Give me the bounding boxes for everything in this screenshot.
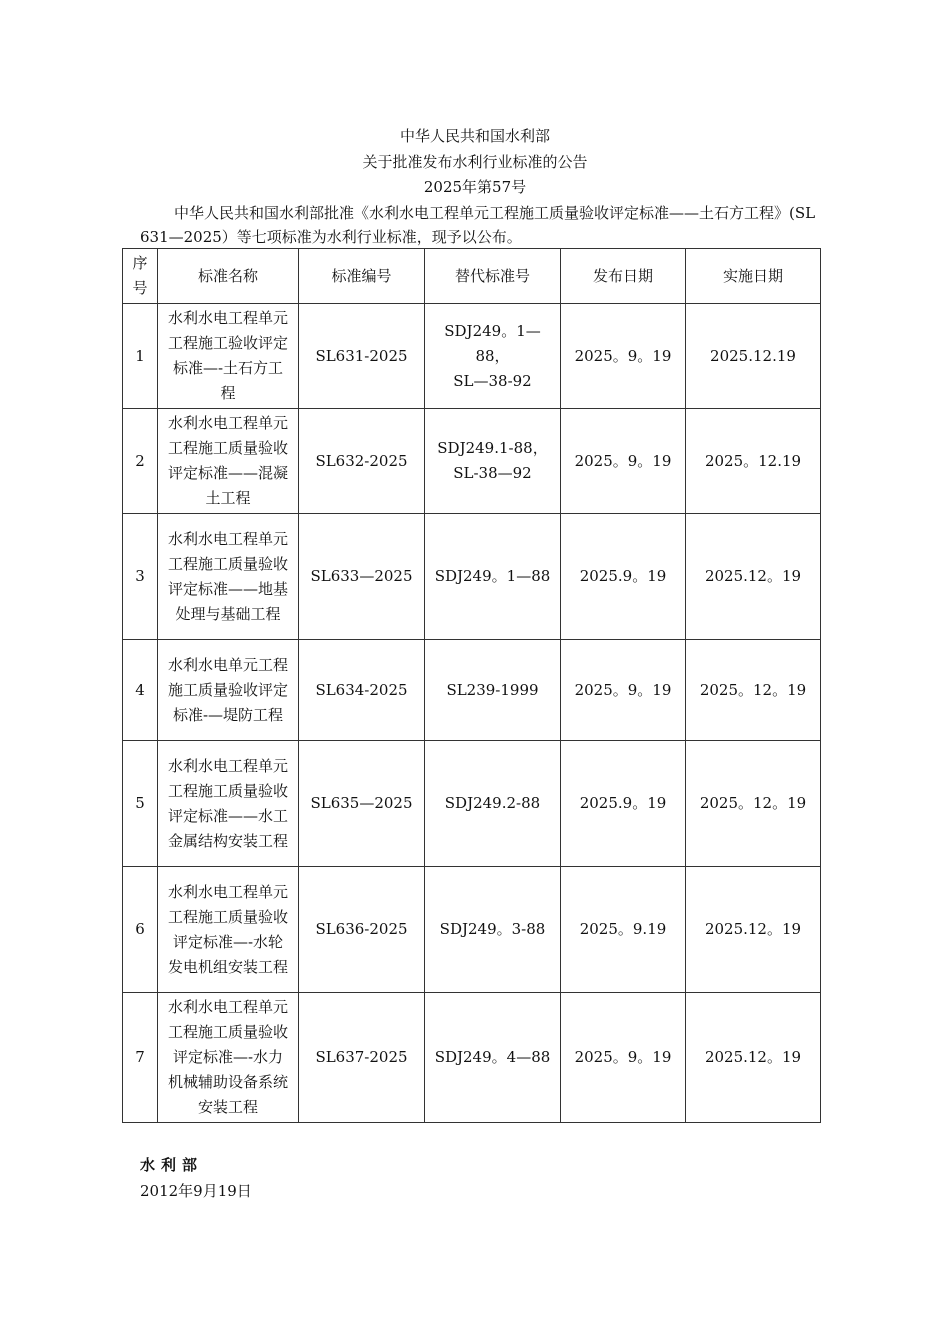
row-no: 2: [123, 409, 158, 514]
row-replace: [425, 867, 561, 993]
row-replace-line: SL—38-92: [453, 371, 532, 390]
row-name: 水利水电工程单元工程施工质量验收评定标准——地基处理与基础工程: [158, 514, 299, 640]
signature-org: 水利部: [140, 1156, 204, 1174]
header-replace: 替代标准号: [425, 249, 561, 304]
table-row: [123, 304, 821, 409]
notice-title: 关于批准发布水利行业标准的公告: [362, 153, 588, 171]
row-effective-date: 2025.12。19: [686, 867, 821, 993]
row-replace-line: SDJ249。1—88: [434, 567, 551, 585]
row-code: SL636-2025: [299, 867, 425, 993]
row-issue-date: 2025。9。19: [561, 640, 686, 741]
row-issue-date: 2025。9。19: [561, 304, 686, 409]
row-no: 4: [123, 640, 158, 741]
row-code: SL635—2025: [299, 741, 425, 867]
row-replace-line: SDJ249。1—: [444, 321, 541, 340]
row-replace: [425, 993, 561, 1123]
row-effective-date: 2025.12.19: [686, 304, 821, 409]
table-header-row: [123, 249, 821, 304]
row-effective-date: 2025。12。19: [686, 640, 821, 741]
row-replace: [425, 304, 561, 409]
table-row: [123, 514, 821, 640]
row-replace-line: SL-38—92: [453, 464, 532, 482]
row-code: SL632-2025: [299, 409, 425, 514]
row-replace: [425, 741, 561, 867]
table-row: [123, 741, 821, 867]
table-row: [123, 640, 821, 741]
row-name: 水利水电工程单元工程施工质量验收评定标准—-水轮发电机组安装工程: [158, 867, 299, 993]
row-no: 7: [123, 993, 158, 1123]
row-replace: [425, 640, 561, 741]
row-replace-line: SDJ249。3-88: [439, 920, 546, 938]
row-replace-line: SL239-1999: [446, 680, 539, 699]
row-replace-line: SDJ249。4—88: [434, 1048, 551, 1066]
row-name: 水利水电单元工程施工质量验收评定标准-—堤防工程: [158, 640, 299, 741]
notice-number: 2025年第57号: [423, 178, 527, 196]
table-row: [123, 993, 821, 1123]
standards-table: [122, 248, 821, 1123]
row-replace-line: SDJ249.1-88，: [437, 439, 548, 457]
row-code: SL631-2025: [299, 304, 425, 409]
row-replace: [425, 514, 561, 640]
row-effective-date: 2025。12。19: [686, 741, 821, 867]
row-replace-line: 88，: [475, 346, 510, 365]
row-no: 6: [123, 867, 158, 993]
row-replace-line: SDJ249.2-88: [444, 794, 541, 812]
header-name: 标准名称: [158, 249, 299, 304]
row-no: 1: [123, 304, 158, 409]
header-issue-date: 发布日期: [561, 249, 686, 304]
row-effective-date: 2025。12.19: [686, 409, 821, 514]
header-effective-date: 实施日期: [686, 249, 821, 304]
intro-paragraph: 中华人民共和国水利部批准《水利水电工程单元工程施工质量验收评定标准——土石方工程》(SL 631—2025）等七项标准为水利行业标准，现予以公布。: [140, 204, 816, 246]
signature-date: 2012年9月19日: [140, 1182, 252, 1200]
row-issue-date: 2025。9.19: [561, 867, 686, 993]
row-code: SL633—2025: [299, 514, 425, 640]
table-row: [123, 867, 821, 993]
row-name: 水利水电工程单元工程施工质量验收评定标准——混凝土工程: [158, 409, 299, 514]
row-name: 水利水电工程单元工程施工质量验收评定标准——水工金属结构安装工程: [158, 741, 299, 867]
row-effective-date: 2025.12。19: [686, 993, 821, 1123]
row-issue-date: 2025。9。19: [561, 993, 686, 1123]
row-effective-date: 2025.12。19: [686, 514, 821, 640]
row-issue-date: 2025.9。19: [561, 514, 686, 640]
row-code: SL637-2025: [299, 993, 425, 1123]
row-replace: [425, 409, 561, 514]
row-no: 3: [123, 514, 158, 640]
row-name: 水利水电工程单元工程施工质量验收评定标准—-水力机械辅助设备系统安装工程: [158, 993, 299, 1123]
header-no: 序号: [123, 249, 158, 304]
issuer-title: 中华人民共和国水利部: [399, 127, 550, 145]
header-code: 标准编号: [299, 249, 425, 304]
row-no: 5: [123, 741, 158, 867]
table-row: [123, 409, 821, 514]
row-code: SL634-2025: [299, 640, 425, 741]
row-name: 水利水电工程单元工程施工验收评定标准—-土石方工程: [158, 304, 299, 409]
row-issue-date: 2025.9。19: [561, 741, 686, 867]
row-issue-date: 2025。9。19: [561, 409, 686, 514]
